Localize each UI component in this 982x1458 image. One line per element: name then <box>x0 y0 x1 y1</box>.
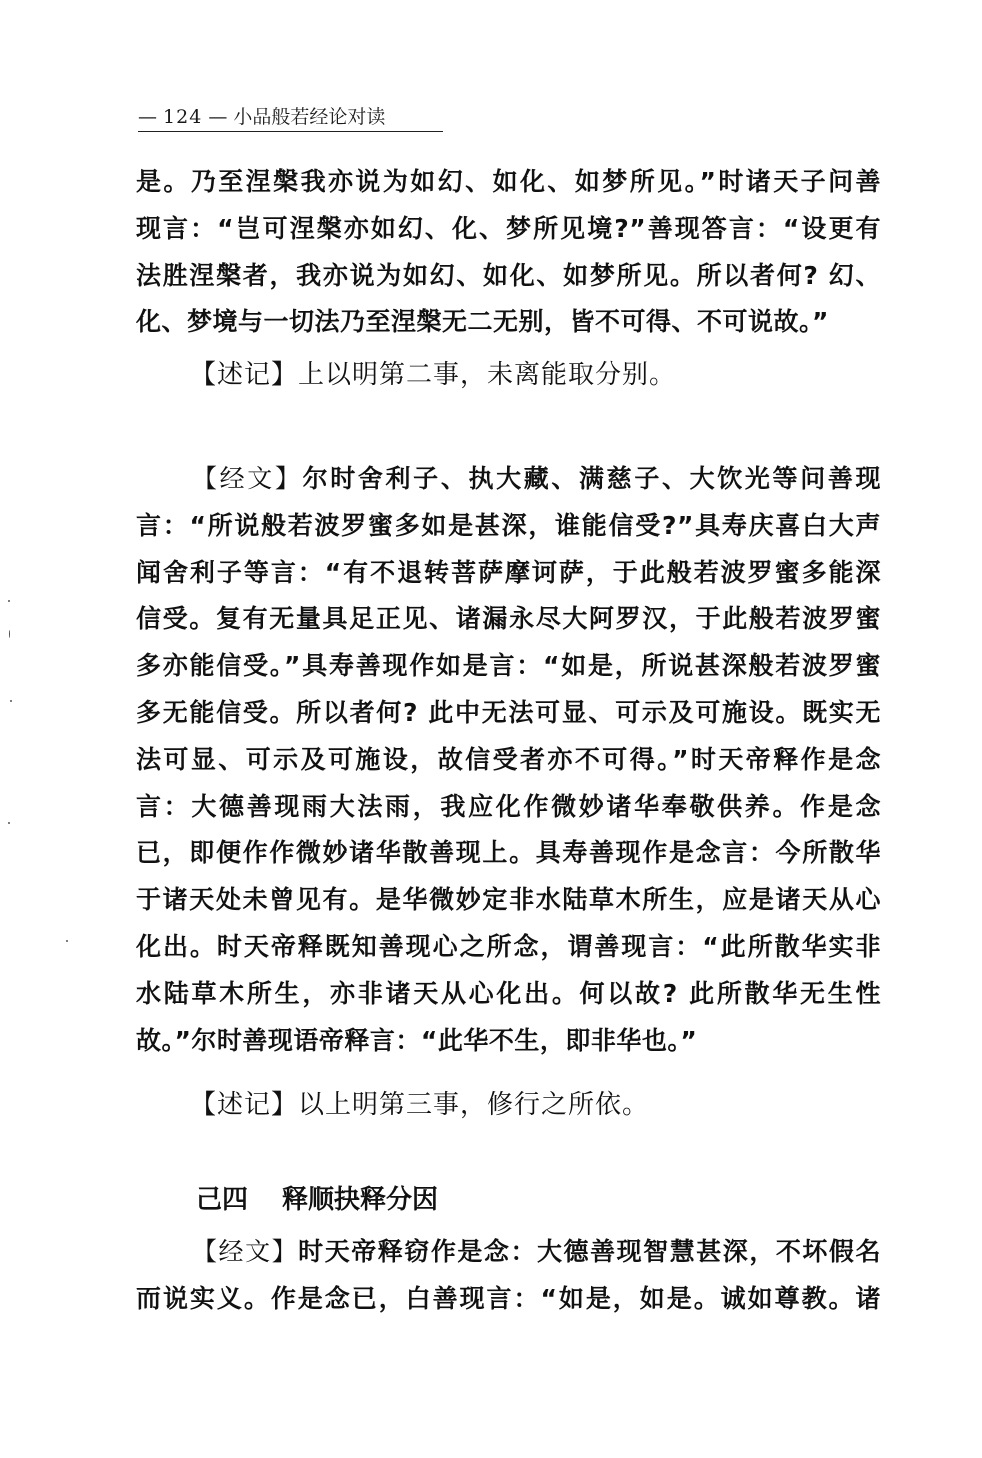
text-line: 言：大德善现雨大法雨，我应化作微妙诸华奉敬供养。作是念 <box>136 791 881 821</box>
sutra-label: 【经文】 <box>192 464 303 493</box>
book-title: 小品般若经论对读 <box>233 106 386 128</box>
text-line: 是。乃至涅槃我亦说为如幻、如化、如梦所见。”时诸天子问善 <box>136 167 881 196</box>
scan-speck <box>9 630 10 638</box>
commentary-label: 【述记】 <box>190 360 299 390</box>
scan-speck <box>8 822 10 824</box>
text-line: 法胜涅槃者，我亦说为如幻、如化、如梦所见。所以者何? 幻、 <box>136 260 881 290</box>
text-line: 多无能信受。所以者何? 此中无法可显、可示及可施设。既实无 <box>136 697 881 727</box>
page-number: 124 <box>163 106 203 128</box>
text-line-first <box>136 1229 881 1276</box>
text-line: 现言：“岂可涅槃亦如幻、化、梦所见境?”善现答言：“设更有 <box>136 213 881 243</box>
scan-speck <box>10 700 12 702</box>
first-line-text: 时天帝释窃作是念：大德善现智慧甚深，不坏假名 <box>298 1237 881 1266</box>
text-line: 多亦能信受。”具寿善现作如是言：“如是，所说甚深般若波罗蜜 <box>136 651 881 681</box>
paragraph-2 <box>136 456 881 1064</box>
paragraph-1 <box>136 159 881 346</box>
text-line: 化出。时天帝释既知善现心之所念，谓善现言：“此所散华实非 <box>136 931 881 961</box>
text-line: 故。”尔时善现语帝释言：“此华不生，即非华也。” <box>136 1025 698 1055</box>
scan-speck <box>66 940 68 942</box>
text-line: 言：“所说般若波罗蜜多如是甚深，谁能信受?”具寿庆喜白大声 <box>136 510 881 540</box>
text-line-first <box>136 456 881 503</box>
first-line-text: 尔时舍利子、执大藏、满慈子、大饮光等问善现 <box>302 464 881 493</box>
text-line: 法可显、可示及可施设，故信受者亦不可得。”时天帝释作是念 <box>136 744 881 774</box>
paragraph-3 <box>136 1229 881 1323</box>
text-line: 闻舍利子等言：“有不退转菩萨摩诃萨，于此般若波罗蜜多能深 <box>136 557 881 587</box>
text-line: 已，即便作作微妙诸华散善现上。具寿善现作是念言：今所散华 <box>136 838 881 868</box>
scan-speck <box>8 600 10 602</box>
text-line: 水陆草木所生，亦非诸天从心化出。何以故? 此所散华无生性 <box>136 978 881 1008</box>
section-number: 己四 <box>196 1185 249 1215</box>
header-dash-right: — <box>208 106 228 128</box>
text-line: 化、梦境与一切法乃至涅槃无二无别，皆不可得、不可说故。” <box>136 307 829 337</box>
text-line: 信受。复有无量具足正见、诸漏永尽大阿罗汉，于此般若波罗蜜 <box>136 604 881 634</box>
commentary-text: 上以明第二事，未离能取分别。 <box>298 360 677 390</box>
section-title: 释顺抉释分因 <box>282 1185 439 1215</box>
commentary-1 <box>190 355 676 395</box>
commentary-2 <box>190 1085 649 1125</box>
header-dash-left: — <box>138 106 157 128</box>
sutra-label: 【经文】 <box>192 1237 299 1266</box>
text-line: 于诸天处未曾见有。是华微妙定非水陆草木所生，应是诸天从心 <box>136 885 881 915</box>
commentary-label: 【述记】 <box>190 1090 299 1120</box>
header-rule <box>138 131 443 132</box>
running-header <box>138 104 443 134</box>
commentary-text: 以上明第三事，修行之所依。 <box>298 1090 650 1120</box>
text-line: 而说实义。作是念已，白善现言：“如是，如是。诚如尊教。诸 <box>136 1283 881 1313</box>
section-heading <box>196 1180 438 1220</box>
